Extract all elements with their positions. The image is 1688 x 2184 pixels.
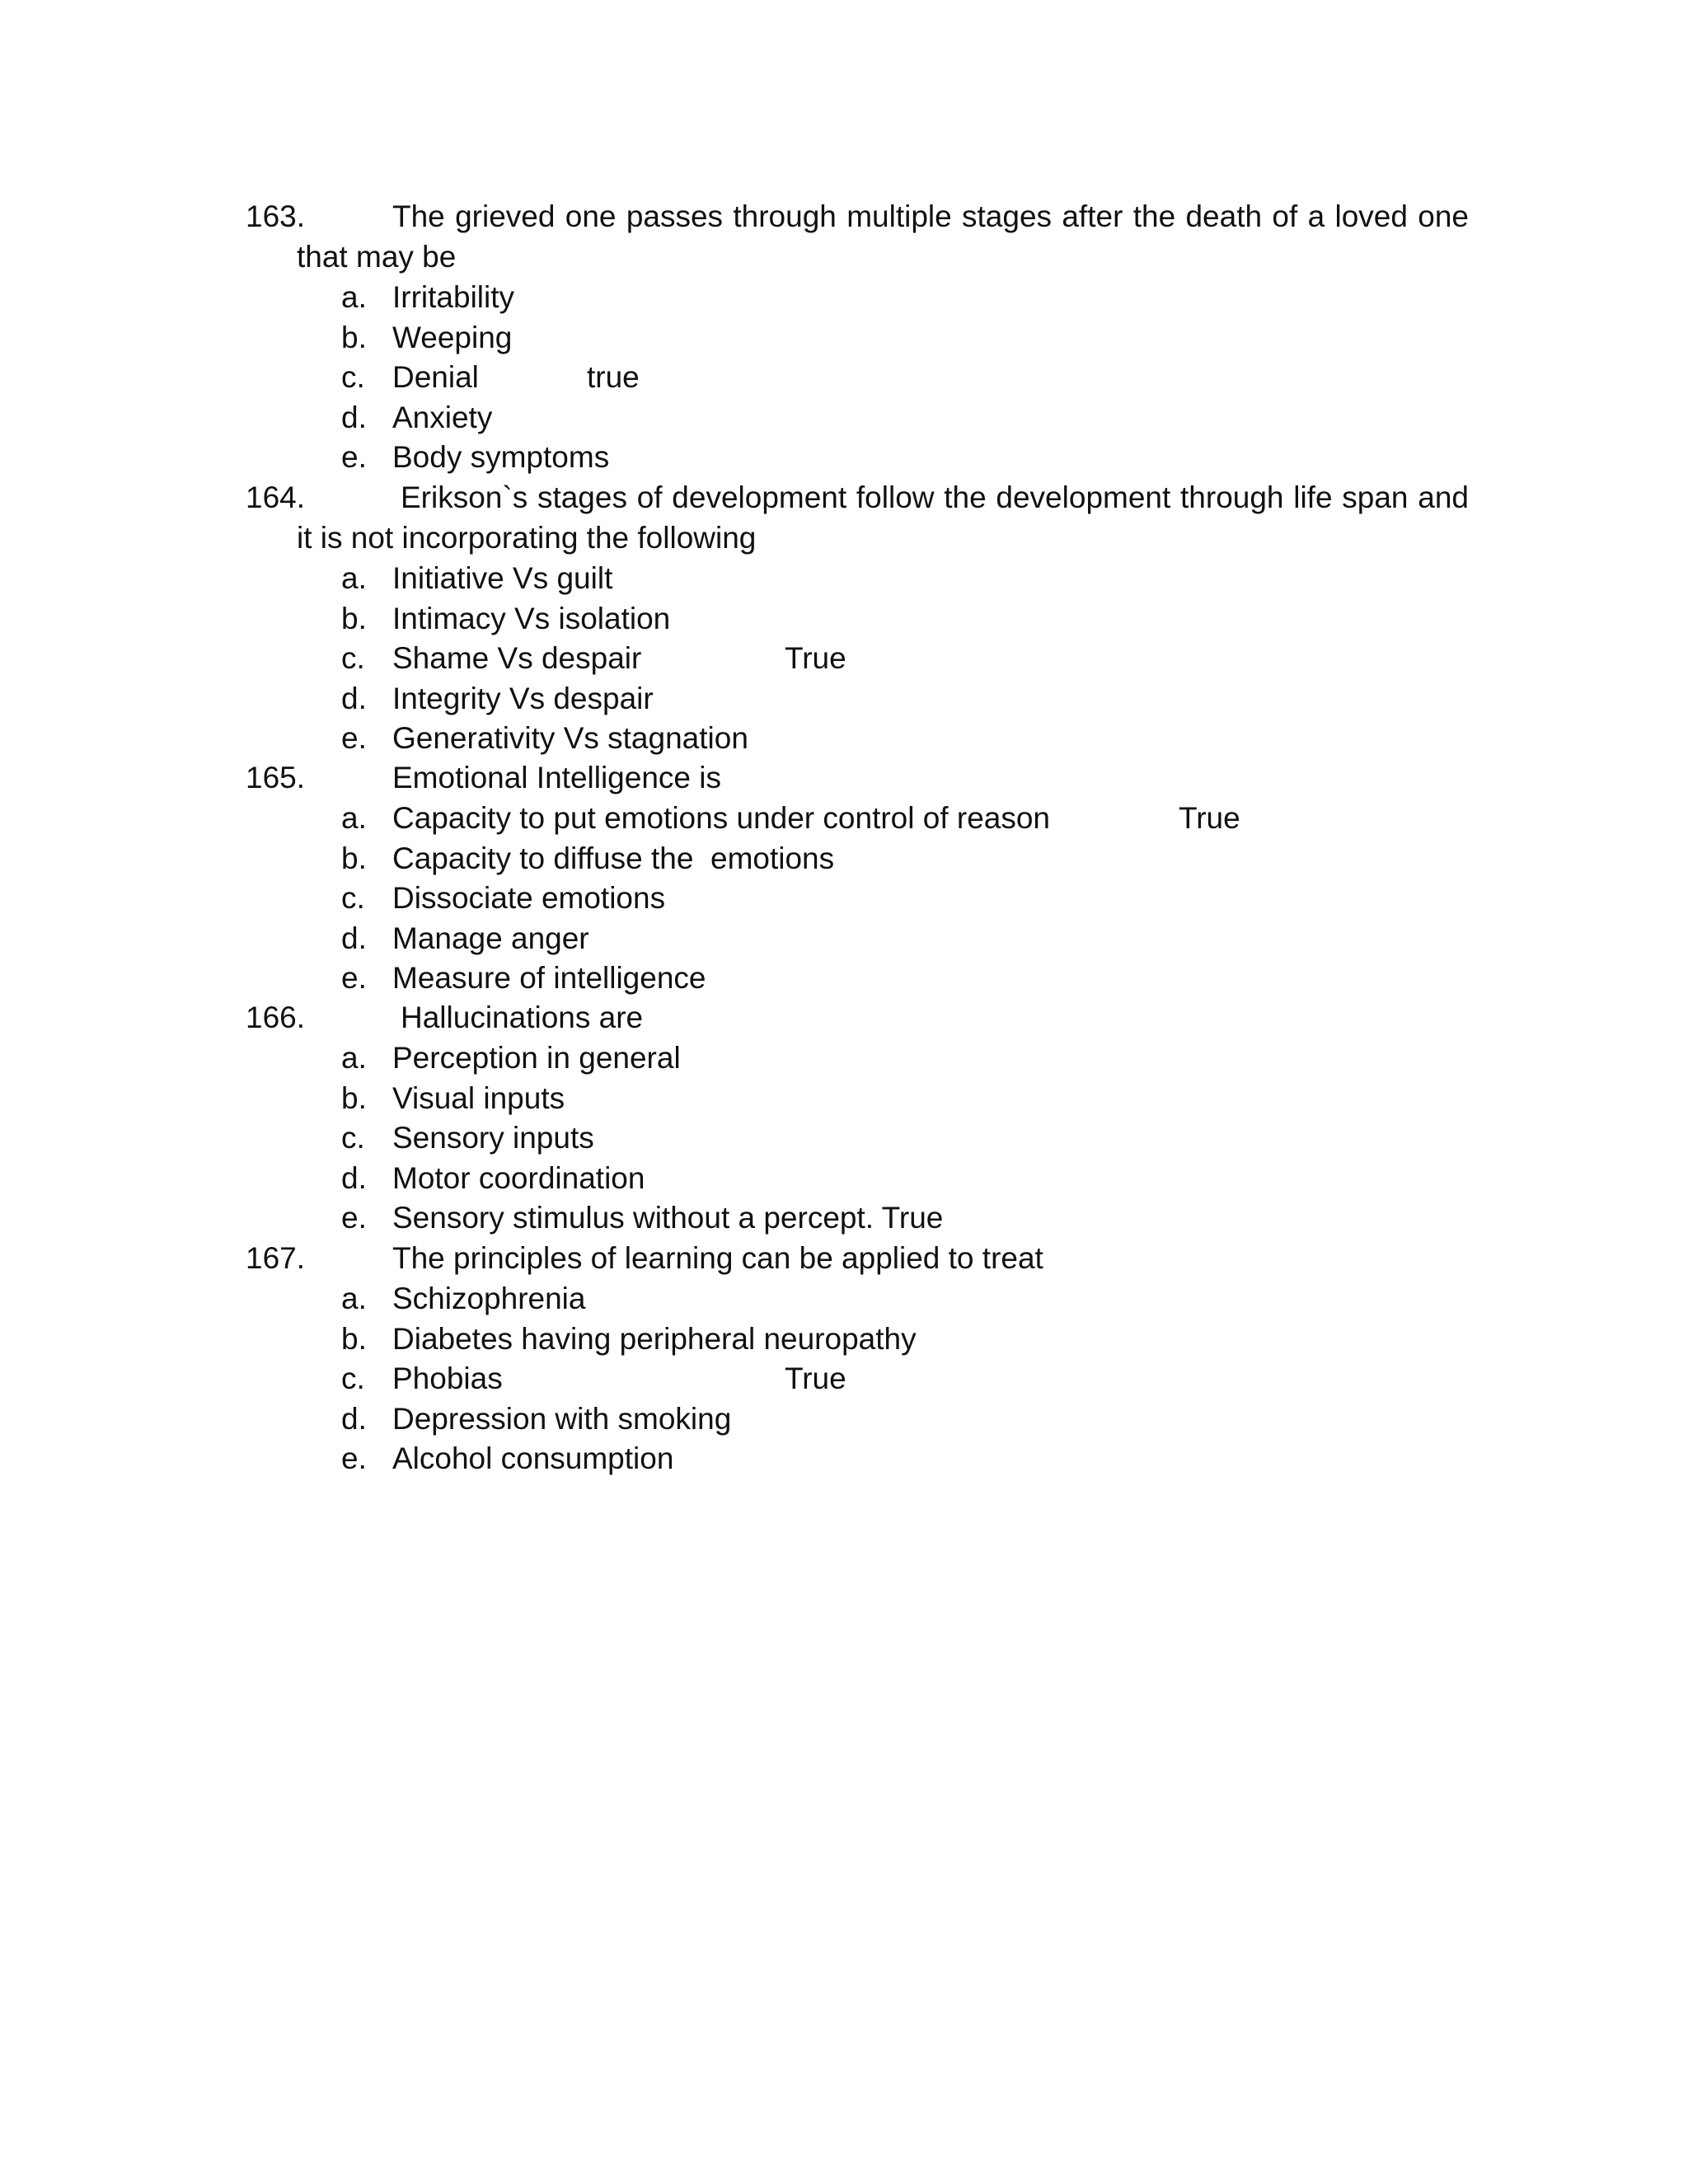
answer-mark: True (785, 1361, 846, 1396)
option-text: Irritability (392, 280, 515, 314)
option-list (246, 798, 1469, 998)
option-e (246, 1197, 1469, 1238)
option-text: Motor coordination (392, 1160, 645, 1195)
answer-mark: true (587, 360, 640, 395)
option-b (246, 598, 1469, 639)
question-first-line (246, 477, 1469, 518)
option-d (246, 397, 1469, 438)
question-163 (246, 196, 1469, 477)
option-letter: b. (341, 320, 367, 354)
question-167 (246, 1238, 1469, 1479)
option-text: Schizophrenia (392, 1282, 586, 1315)
option-letter: d. (341, 681, 367, 715)
option-letter: a. (341, 561, 367, 595)
option-letter: e. (341, 721, 367, 756)
question-text: The principles of learning can be applied to treat (392, 1241, 1043, 1275)
option-letter: e. (341, 1201, 367, 1235)
option-text: Integrity Vs despair (392, 681, 654, 715)
option-letter: d. (341, 921, 367, 955)
question-text: Emotional Intelligence is (392, 761, 721, 794)
option-c (246, 357, 1469, 397)
option-d (246, 678, 1469, 719)
option-a (246, 798, 1469, 838)
question-first-line (246, 757, 1469, 798)
option-a (246, 1038, 1469, 1078)
option-letter: b. (341, 601, 367, 635)
option-c (246, 878, 1469, 918)
option-c (246, 1118, 1469, 1158)
option-letter: b. (341, 841, 367, 875)
option-list (246, 558, 1469, 758)
option-text: Sensory inputs (392, 1121, 594, 1155)
question-165 (246, 757, 1469, 998)
option-text: Perception in general (392, 1041, 681, 1075)
option-letter: a. (341, 801, 367, 835)
question-text: Hallucinations are (401, 1001, 644, 1034)
option-b (246, 1078, 1469, 1118)
option-a (246, 558, 1469, 598)
option-a (246, 1278, 1469, 1319)
question-text: Erikson`s stages of development follow the development through life span and (401, 480, 1469, 514)
option-letter: e. (341, 440, 367, 475)
answer-mark: True (785, 641, 846, 676)
option-letter: c. (341, 881, 365, 916)
option-letter: d. (341, 1401, 367, 1436)
option-letter: a. (341, 1041, 367, 1075)
option-b (246, 838, 1469, 879)
question-number: 165. (246, 761, 306, 794)
option-b (246, 1319, 1469, 1359)
option-letter: c. (341, 1361, 365, 1396)
option-letter: e. (341, 1441, 367, 1476)
option-letter: e. (341, 961, 367, 996)
question-164 (246, 477, 1469, 758)
option-e (246, 958, 1469, 998)
question-number: 166. (246, 1001, 306, 1034)
option-d (246, 1399, 1469, 1439)
option-text: Phobias (392, 1361, 503, 1396)
option-e (246, 437, 1469, 477)
option-list (246, 1278, 1469, 1479)
option-d (246, 918, 1469, 958)
option-list (246, 1038, 1469, 1238)
option-text: Capacity to put emotions under control of reason (392, 801, 1051, 835)
option-c (246, 638, 1469, 678)
question-text: The grieved one passes through multiple stages after the death of a loved one (392, 199, 1469, 233)
question-number: 167. (246, 1241, 306, 1275)
option-text: Sensory stimulus without a percept. True (392, 1201, 944, 1235)
option-text: Denial (392, 360, 479, 395)
option-text: Manage anger (392, 921, 589, 955)
question-number: 164. (246, 480, 306, 514)
option-d (246, 1158, 1469, 1198)
option-text: Depression with smoking (392, 1401, 732, 1436)
option-text: Diabetes having peripheral neuropathy (392, 1321, 917, 1356)
option-text: Generativity Vs stagnation (392, 721, 748, 756)
option-letter: b. (341, 1080, 367, 1115)
answer-mark: True (1179, 801, 1240, 835)
question-first-line (246, 196, 1469, 237)
option-letter: a. (341, 280, 367, 314)
option-c (246, 1358, 1469, 1399)
question-number: 163. (246, 199, 306, 233)
option-text: Capacity to diffuse the emotions (392, 841, 835, 875)
option-text: Measure of intelligence (392, 961, 706, 996)
question-text-continued: it is not incorporating the following (297, 521, 757, 555)
option-text: Dissociate emotions (392, 881, 666, 916)
option-letter: b. (341, 1321, 367, 1356)
question-text-continued: that may be (297, 240, 457, 274)
option-letter: c. (341, 360, 365, 395)
option-letter: d. (341, 1160, 367, 1195)
option-a (246, 277, 1469, 317)
option-text: Anxiety (392, 400, 493, 434)
option-list (246, 277, 1469, 477)
option-text: Initiative Vs guilt (392, 561, 613, 595)
option-letter: c. (341, 1121, 365, 1155)
question-166 (246, 997, 1469, 1238)
option-text: Intimacy Vs isolation (392, 601, 671, 635)
option-letter: d. (341, 400, 367, 434)
option-letter: a. (341, 1282, 367, 1315)
question-first-line (246, 997, 1469, 1038)
option-letter: c. (341, 641, 365, 676)
option-text: Alcohol consumption (392, 1441, 674, 1476)
option-text: Weeping (392, 320, 513, 354)
option-text: Visual inputs (392, 1080, 565, 1115)
option-b (246, 317, 1469, 358)
option-text: Shame Vs despair (392, 641, 642, 676)
question-first-line (246, 1238, 1469, 1278)
option-e (246, 1438, 1469, 1479)
option-e (246, 718, 1469, 758)
option-text: Body symptoms (392, 440, 610, 475)
